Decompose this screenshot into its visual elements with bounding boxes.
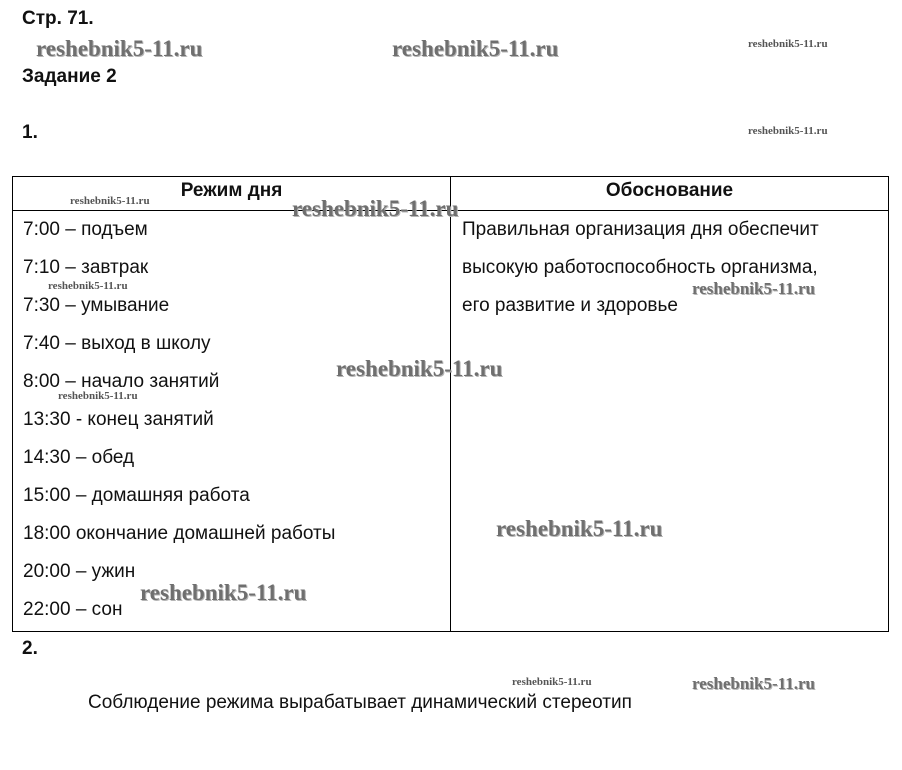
watermark: reshebnik5-11.ru [692, 674, 815, 693]
watermark: reshebnik5-11.ru [512, 676, 592, 688]
schedule-row: 7:10 – завтрак [23, 257, 149, 278]
schedule-row: 13:30 - конец занятий [23, 409, 214, 430]
section-2-number: 2. [22, 638, 38, 659]
justification-line: Правильная организация дня обеспечит [462, 219, 819, 240]
column-divider [450, 177, 451, 631]
watermark: reshebnik5-11.ru [70, 195, 150, 207]
section-1-number: 1. [22, 122, 38, 143]
watermark: reshebnik5-11.ru [748, 125, 828, 137]
schedule-row: 22:00 – сон [23, 599, 123, 620]
watermark: reshebnik5-11.ru [748, 38, 828, 50]
schedule-row: 8:00 – начало занятий [23, 371, 220, 392]
task-title: Задание 2 [22, 66, 117, 87]
header-justification: Обоснование [605, 180, 734, 201]
answer-2-text: Соблюдение режима вырабатывает динамический стереотип [88, 692, 632, 713]
justification-line: его развитие и здоровье [462, 295, 678, 316]
page-label: Стр. 71. [22, 8, 94, 29]
watermark: reshebnik5-11.ru [140, 580, 307, 605]
watermark: reshebnik5-11.ru [292, 196, 459, 221]
watermark: reshebnik5-11.ru [48, 280, 128, 292]
watermark: reshebnik5-11.ru [36, 36, 203, 61]
header-schedule: Режим дня [180, 180, 283, 201]
watermark: reshebnik5-11.ru [336, 356, 503, 381]
schedule-row: 7:40 – выход в школу [23, 333, 211, 354]
schedule-row: 20:00 – ужин [23, 561, 136, 582]
schedule-row: 15:00 – домашняя работа [23, 485, 250, 506]
watermark: reshebnik5-11.ru [496, 516, 663, 541]
schedule-row: 14:30 – обед [23, 447, 135, 468]
watermark: reshebnik5-11.ru [392, 36, 559, 61]
justification-line: высокую работоспособность организма, [462, 257, 818, 278]
schedule-row: 7:00 – подъем [23, 219, 148, 240]
watermark: reshebnik5-11.ru [692, 279, 815, 298]
schedule-row: 7:30 – умывание [23, 295, 170, 316]
watermark: reshebnik5-11.ru [58, 390, 138, 402]
schedule-row: 18:00 окончание домашней работы [23, 523, 336, 544]
schedule-table [12, 176, 889, 632]
